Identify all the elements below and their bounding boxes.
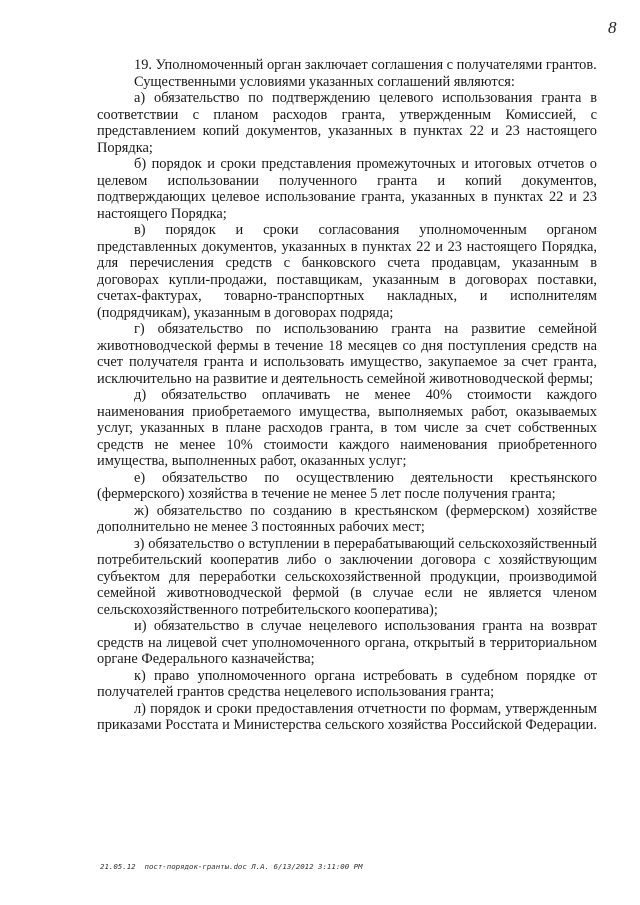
paragraph-item-a: а) обязательство по подтверждению целевого использования гранта в соответствии с планом расходов гранта, утвержденным Комиссией, с представлением копий документов, указанных в пунктах 22 и 23 настоящего Порядка;: [97, 90, 597, 156]
paragraph-item-v: в) порядок и сроки согласования уполномоченным органом представленных документов, указанных в пунктах 22 и 23 настоящего Порядка, для перечисления средств с банковского счета продавцам, указанным в договорах купли-продажи, поставщикам, указанным в договорах поставки, счетах-фактурах, товарно-транспортных накладных, и исполнителям (подрядчикам), указанным в договорах подряда;: [97, 222, 597, 321]
paragraph-item-i: и) обязательство в случае нецелевого использования гранта на возврат средств на лицевой счет уполномоченного органа, открытый в территориальном органе Федерального казначейства;: [97, 618, 597, 667]
paragraph-item-b: б) порядок и сроки представления промежуточных и итоговых отчетов о целевом использовании полученного гранта и копий документов, подтверждающих целевое использование гранта, указанных в пунктах 22 и 23 настоящего Порядка;: [97, 156, 597, 222]
paragraph-item-z: з) обязательство о вступлении в перерабатывающий сельскохозяйственный потребительский кооператив либо о заключении договора с хозяйствующим субъектом для переработки сельскохозяйственной продукции, производимой семейной животноводческой фермой (в случае если не является членом сельскохозяйственного потребительского кооператива);: [97, 535, 597, 618]
paragraph-item-l: л) порядок и сроки предоставления отчетности по формам, утвержденным приказами Росстата и Министерства сельского хозяйства Российской Федерации.: [97, 700, 597, 733]
paragraph-item-g: г) обязательство по использованию гранта на развитие семейной животноводческой фермы в течение 18 месяцев со дня поступления средств на счет получателя гранта и использовать имущество, закупаемое за счет гранта, исключительно на развитие и деятельность семейной животноводческой фермы;: [97, 321, 597, 387]
paragraph-19: 19. Уполномоченный орган заключает соглашения с получателями грантов.: [134, 57, 597, 73]
document-footer: 21.05.12 пост-порядок-гранты.doc Л.А. 6/13/2012 3:11:00 PM: [100, 862, 363, 871]
paragraph-conditions-intro: Существенными условиями указанных соглашений являются:: [134, 73, 515, 90]
paragraph-item-zh: ж) обязательство по созданию в крестьянском (фермерском) хозяйстве дополнительно не менее 3 постоянных рабочих мест;: [97, 502, 597, 535]
paragraph-item-e: е) обязательство по осуществлению деятельности крестьянского (фермерского) хозяйства в течение не менее 5 лет после получения гранта;: [97, 469, 597, 502]
document-body: [97, 57, 597, 734]
paragraph-item-d: д) обязательство оплачивать не менее 40% стоимости каждого наименования приобретаемого имущества, выполняемых работ, оказываемых услуг, указанных в плане расходов гранта, в том числе за счет собственных средств не менее 10% стоимости каждого наименования приобретенного имущества, выполненных работ, оказанных услуг;: [97, 387, 597, 469]
page-number: 8: [608, 18, 617, 37]
paragraph-item-k: к) право уполномоченного органа истребовать в судебном порядке от получателей грантов средства нецелевого использования гранта;: [97, 667, 597, 700]
